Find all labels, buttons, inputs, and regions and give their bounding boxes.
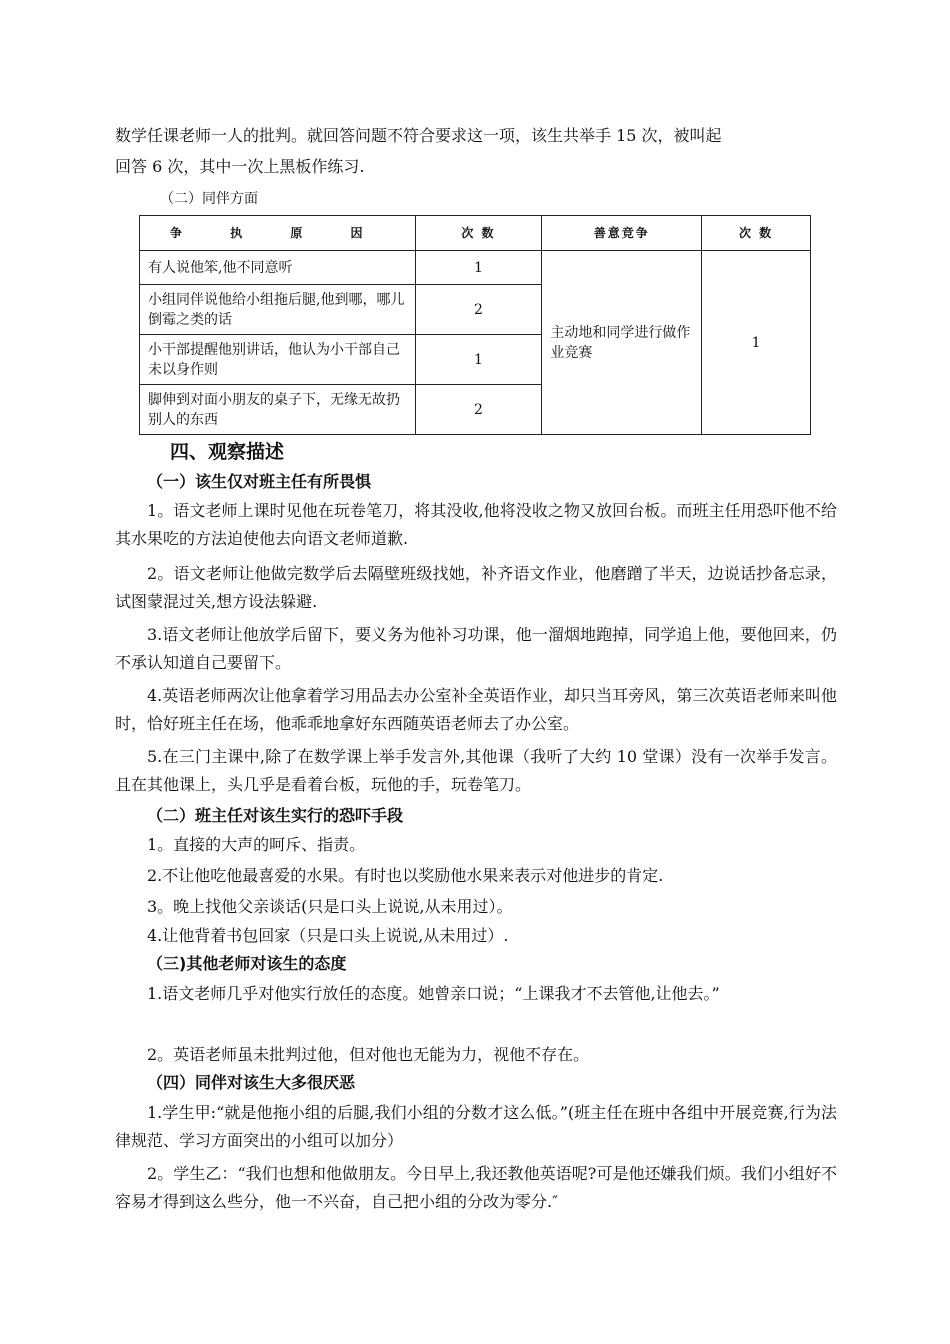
subsection-1-title: （一）该生仅对班主任有所畏惧 [147, 472, 372, 491]
sub3-item-1: 1.语文老师几乎对他实行放任的态度。她曾亲口说；“上课我才不去管他,让他去。” [147, 984, 720, 1003]
sub1-item-1: 1。语文老师上课时见他在玩卷笔刀，将其没收,他将没收之物又放回台板。而班主任用恐吓他不给其水果吃的方法迫使他去向语文老师道歉. [115, 501, 837, 548]
table-row [140, 251, 811, 285]
sub3-item-2: 2。英语老师虽未批判过他，但对他也无能为力，视他不存在。 [147, 1045, 590, 1064]
sub1-item-3: 3.语文老师让他放学后留下，要义务为他补习功课，他一溜烟地跑掉，同学追上他，要他回来，仍不承认知道自己要留下。 [115, 625, 837, 672]
reason-cell: 脚伸到对面小朋友的桌子下，无缘无故扔别人的东西 [140, 385, 416, 435]
intro-line-1: 数学任课老师一人的批判。就回答问题不符合要求这一项，该生共举手 15 次，被叫起 [115, 126, 722, 145]
competition-count-cell: 1 [702, 251, 811, 435]
count-cell: 2 [415, 385, 542, 435]
section-title: 四、观察描述 [170, 441, 285, 463]
peer-label: （二）同伴方面 [160, 191, 258, 207]
count-cell: 2 [415, 285, 542, 335]
count-cell: 1 [415, 335, 542, 385]
header-reason: 争 执 原 因 [140, 216, 416, 251]
table-header-row [140, 216, 811, 251]
reason-cell: 小干部提醒他别讲话，他认为小干部自己未以身作则 [140, 335, 416, 385]
reason-cell: 有人说他笨,他不同意听 [140, 251, 416, 285]
sub4-item-1: 1.学生甲:“就是他拖小组的后腿,我们小组的分数才这么低。”(班主任在班中各组中开展竞赛,行为法律规范、学习方面突出的小组可以加分） [115, 1103, 837, 1150]
header-competition-count: 次 数 [702, 216, 811, 251]
sub2-item-3: 3。晚上找他父亲谈话(只是口头上说说,从未用过）。 [147, 897, 513, 916]
reason-cell: 小组同伴说他给小组拖后腿,他到哪，哪儿倒霉之类的话 [140, 285, 416, 335]
count-cell: 1 [415, 251, 542, 285]
sub1-item-4: 4.英语老师两次让他拿着学习用品去办公室补全英语作业，却只当耳旁风，第三次英语老师来叫他时，恰好班主任在场，他乖乖地拿好东西随英语老师去了办公室。 [115, 686, 837, 733]
sub4-item-2: 2。学生乙：“我们也想和他做朋友。今日早上,我还教他英语呢?可是他还嫌我们烦。我们小组好不容易才得到这么些分，他一不兴奋，自己把小组的分改为零分.″ [115, 1164, 837, 1211]
sub2-item-2: 2.不让他吃他最喜爱的水果。有时也以奖励他水果来表示对他进步的肯定. [147, 866, 664, 885]
sub1-item-5: 5.在三门主课中,除了在数学课上举手发言外,其他课（我听了大约 10 堂课）没有一次举手发言。且在其他课上，头几乎是看着台板，玩他的手，玩卷笔刀。 [115, 747, 837, 794]
sub2-item-4: 4.让他背着书包回家（只是口头上说说,从未用过）. [147, 926, 509, 945]
peer-conflict-table [139, 215, 811, 435]
sub2-item-1: 1。直接的大声的呵斥、指责。 [147, 835, 366, 854]
subsection-2-title: （二）班主任对该生实行的恐吓手段 [147, 806, 404, 825]
header-count: 次 数 [415, 216, 542, 251]
header-competition: 善意竞争 [542, 216, 702, 251]
sub1-item-2: 2。语文老师让他做完数学后去隔壁班级找她，补齐语文作业，他磨蹭了半天，边说话抄备忘录，试图蒙混过关,想方设法躲避. [115, 564, 837, 611]
intro-line-2: 回答 6 次，其中一次上黑板作练习. [115, 157, 365, 176]
subsection-3-title: （三)其他老师对该生的态度 [147, 954, 347, 973]
competition-cell: 主动地和同学进行做作业竞赛 [542, 251, 702, 435]
subsection-4-title: （四）同伴对该生大多很厌恶 [147, 1073, 356, 1092]
